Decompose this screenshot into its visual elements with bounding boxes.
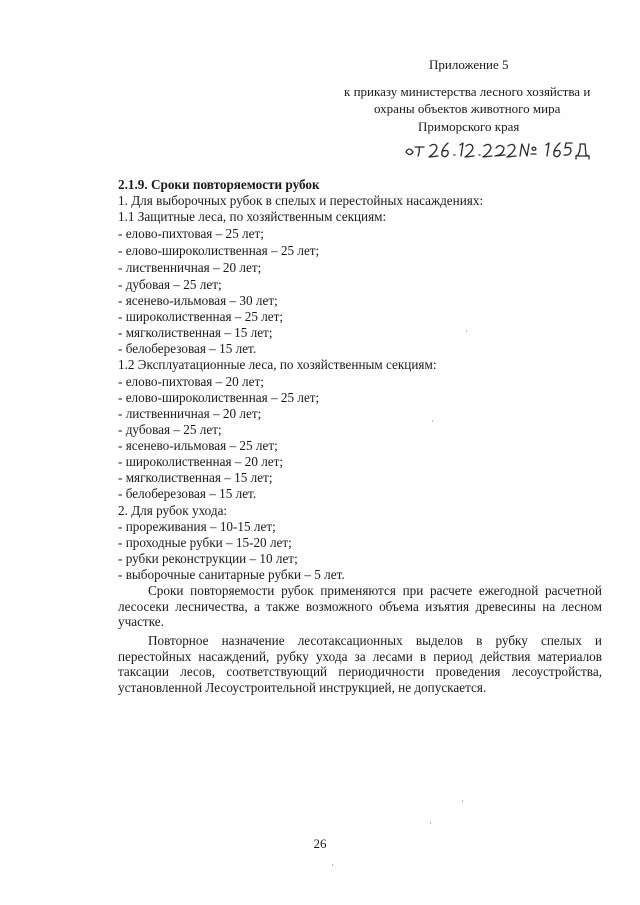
list-item: - проходные рубки – 15-20 лет;: [118, 535, 292, 550]
order-reference-line-1: к приказу министерства лесного хозяйства и: [344, 84, 591, 99]
list-item: - рубки реконструкции – 10 лет;: [118, 551, 298, 566]
list-item: - белоберезовая – 15 лет.: [118, 486, 257, 501]
list-item: - елово-широколиственная – 25 лет;: [118, 390, 320, 405]
scan-speck: [332, 864, 333, 866]
item-2-heading: 2. Для рубок ухода:: [118, 503, 228, 518]
subsection-1-2-title: 1.2 Эксплуатационные леса, по хозяйственным секциям:: [118, 357, 437, 372]
section-title: 2.1.9. Сроки повторяемости рубок: [118, 177, 320, 192]
list-item: - елово-широколиственная – 25 лет;: [118, 243, 320, 258]
paragraph-reassignment-rule: Повторное назначение лесотаксационных выделов в рубку спелых и перестойных насаждений, рубку ухода за лесами в период действия материалов таксации лесов, соответствующий периодичности проведения лесоустройства, установленной Лесоустроительной инструкцией, не допускается.: [118, 633, 602, 695]
list-item: - лиственничная – 20 лет;: [118, 406, 262, 421]
scan-speck: [430, 822, 431, 824]
item-1-heading: 1. Для выборочных рубок в спелых и перестойных насаждениях:: [118, 193, 484, 208]
appendix-label: Приложение 5: [429, 57, 509, 72]
list-item: - мягколиственная – 15 лет;: [118, 470, 273, 485]
paragraph-repetition-terms: Сроки повторяемости рубок применяются при расчете ежегодной расчетной лесосеки лесничества, а также возможного объема изъятия древесины на лесном участке.: [118, 583, 602, 630]
list-item: - дубовая – 25 лет;: [118, 422, 222, 437]
page-number: 26: [313, 836, 327, 851]
list-item: - елово-пихтовая – 25 лет;: [118, 226, 264, 241]
order-reference-line-2: охраны объектов животного мира: [374, 101, 561, 116]
list-item: - дубовая – 25 лет;: [118, 277, 222, 292]
subsection-1-1-title: 1.1 Защитные леса, по хозяйственным секциям:: [118, 209, 387, 224]
list-item: - ясенево-ильмовая – 25 лет;: [118, 438, 278, 453]
list-item: - выборочные санитарные рубки – 5 лет.: [118, 567, 345, 582]
list-item: - прореживания – 10-15 лет;: [118, 519, 276, 534]
list-item: - мягколиственная – 15 лет;: [118, 325, 273, 340]
handwritten-date-number: [400, 134, 590, 164]
order-reference-line-3: Приморского края: [418, 119, 520, 134]
scan-speck: [466, 330, 467, 332]
list-item: - елово-пихтовая – 20 лет;: [118, 374, 264, 389]
list-item: - широколиственная – 25 лет;: [118, 309, 284, 324]
list-item: - ясенево-ильмовая – 30 лет;: [118, 293, 278, 308]
list-item: - широколиственная – 20 лет;: [118, 454, 284, 469]
scan-speck: [432, 420, 433, 422]
list-item: - лиственничная – 20 лет;: [118, 260, 262, 275]
list-item: - белоберезовая – 15 лет.: [118, 341, 257, 356]
scan-speck: [462, 800, 463, 802]
